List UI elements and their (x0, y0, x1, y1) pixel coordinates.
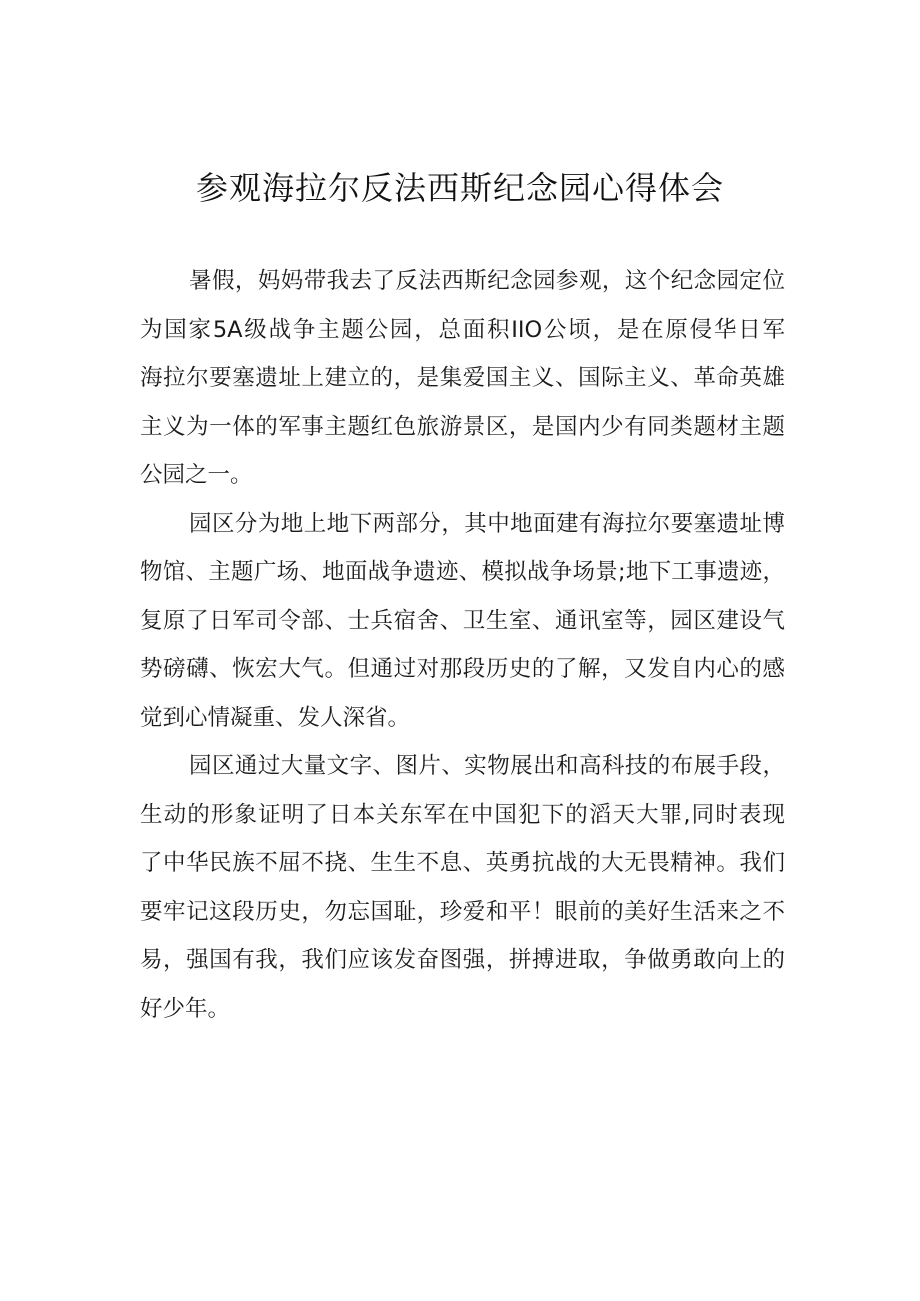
paragraph-line: 复原了日军司令部、士兵宿舍、卫生室、通讯室等，园区建设气 (140, 607, 785, 634)
paragraph-line: 园区分为地上地下两部分，其中地面建有海拉尔要塞遗址博 (189, 510, 785, 537)
paragraph-line: 了中华民族不屈不挠、生生不息、英勇抗战的大无畏精神。我们 (140, 850, 785, 876)
paragraph-line: 生动的形象证明了日本关东军在中国犯下的滔天大罪,同时表现 (140, 801, 785, 828)
paragraph-line: 为国家5A级战争主题公园，总面积IIO公顷，是在原侵华日军 (140, 316, 785, 343)
paragraph-line: 易，强国有我，我们应该发奋图强，拼搏进取，争做勇敢向上的 (140, 947, 785, 973)
paragraph-line: 物馆、主题广场、地面战争遗迹、模拟战争场景;地下工事遗迹， (140, 559, 785, 585)
paragraph-line: 海拉尔要塞遗址上建立的，是集爱国主义、国际主义、革命英雄 (140, 365, 785, 391)
paragraph-2 (140, 504, 785, 747)
paragraph-line: 好少年。 (140, 995, 231, 1022)
paragraph-line: 势磅礴、恢宏大气。但通过对那段历史的了解，又发自内心的感 (140, 656, 785, 682)
document-body (140, 261, 785, 1037)
paragraph-line: 公园之一。 (140, 462, 253, 488)
paragraph-3 (140, 746, 785, 1037)
paragraph-line: 觉到心情凝重、发人深省。 (140, 704, 411, 731)
document-title: 参观海拉尔反法西斯纪念园心得体会 (195, 169, 724, 207)
paragraph-line: 要牢记这段历史，勿忘国耻，珍爱和平！眼前的美好生活来之不 (140, 898, 785, 925)
paragraph-1 (140, 261, 785, 504)
paragraph-line: 主义为一体的军事主题红色旅游景区，是国内少有同类题材主题 (140, 413, 785, 440)
paragraph-line: 园区通过大量文字、图片、实物展出和高科技的布展手段， (189, 753, 785, 779)
paragraph-line: 暑假，妈妈带我去了反法西斯纪念园参观，这个纪念园定位 (189, 268, 785, 294)
